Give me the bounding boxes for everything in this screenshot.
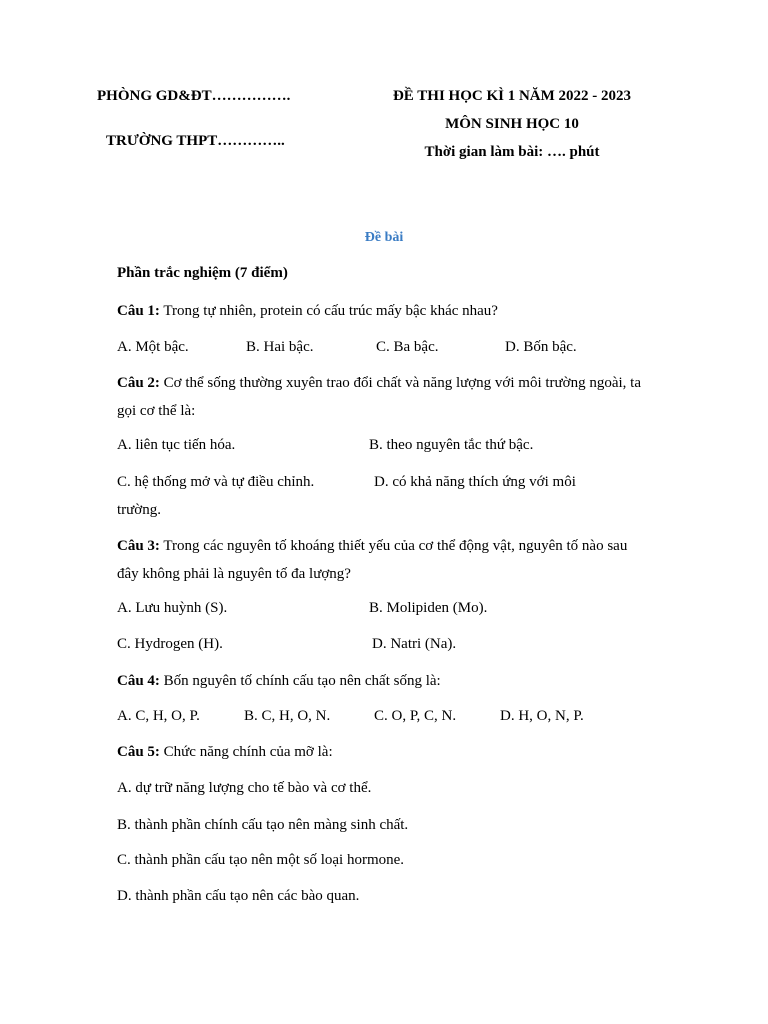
- question-1: [117, 297, 498, 325]
- q3-option-b: B. Molipiden (Mo).: [369, 600, 488, 616]
- q1-option-d: D. Bốn bậc.: [505, 339, 577, 355]
- question-2-label: Câu 2:: [117, 375, 160, 391]
- question-3-text: Trong các nguyên tố khoáng thiết yếu của cơ thể động vật, nguyên tố nào sau đây không phải là nguyên tố đa lượng?: [117, 538, 628, 582]
- question-5-text: Chức năng chính của mỡ là:: [159, 744, 333, 760]
- q4-option-b: B. C, H, O, N.: [244, 708, 331, 724]
- q5-option-c: C. thành phần cấu tạo nên một số loại hormone.: [117, 852, 405, 868]
- question-4: [117, 667, 441, 695]
- doc-title: Đề bài: [364, 230, 404, 245]
- question-4-text: Bốn nguyên tố chính cấu tạo nên chất sống là:: [159, 673, 441, 689]
- section-title: Phần trắc nghiệm (7 điểm): [117, 265, 288, 281]
- q3-option-d: D. Natri (Na).: [372, 636, 457, 652]
- exam-title: ĐỀ THI HỌC KÌ 1 NĂM 2022 - 2023: [392, 88, 632, 104]
- q1-option-c: C. Ba bậc.: [376, 339, 439, 355]
- school-label: TRƯỜNG THPT…………..: [106, 133, 285, 149]
- q4-option-a: A. C, H, O, P.: [117, 708, 200, 724]
- department-label: PHÒNG GD&ĐT…………….: [97, 88, 291, 104]
- question-3: [117, 532, 647, 588]
- question-5: [117, 738, 333, 766]
- question-1-text: Trong tự nhiên, protein có cấu trúc mấy bậc khác nhau?: [159, 303, 498, 319]
- question-4-label: Câu 4:: [117, 673, 160, 689]
- q2-option-d-wrapper: [374, 474, 614, 491]
- question-2: [117, 369, 647, 425]
- question-1-label: Câu 1:: [117, 303, 160, 319]
- q2-option-c: C. hệ thống mở và tự điều chỉnh.: [117, 474, 315, 490]
- q4-option-c: C. O, P, C, N.: [374, 708, 457, 724]
- q5-option-a: A. dự trữ năng lượng cho tế bào và cơ thể.: [117, 780, 372, 796]
- time-label: Thời gian làm bài: …. phút: [424, 144, 600, 160]
- q2-option-d: D. có khả năng thích ứng với môi: [374, 474, 576, 490]
- q5-option-d: D. thành phần cấu tạo nên các bào quan.: [117, 888, 360, 904]
- q4-option-d: D. H, O, N, P.: [500, 708, 584, 724]
- q3-option-a: A. Lưu huỳnh (S).: [117, 600, 228, 616]
- q1-option-b: B. Hai bậc.: [246, 339, 314, 355]
- subject-title: MÔN SINH HỌC 10: [445, 116, 579, 132]
- question-3-label: Câu 3:: [117, 538, 160, 554]
- q2-option-a: A. liên tục tiến hóa.: [117, 437, 236, 453]
- q2-option-d-continued: trường.: [117, 502, 161, 518]
- q5-option-b: B. thành phần chính cấu tạo nên màng sinh chất.: [117, 817, 409, 833]
- q1-option-a: A. Một bậc.: [117, 339, 189, 355]
- q3-option-c: C. Hydrogen (H).: [117, 636, 223, 652]
- question-2-text: Cơ thể sống thường xuyên trao đổi chất và năng lượng với môi trường ngoài, ta gọi cơ thể là:: [117, 375, 641, 419]
- q2-option-b: B. theo nguyên tắc thứ bậc.: [369, 437, 534, 453]
- question-5-label: Câu 5:: [117, 744, 160, 760]
